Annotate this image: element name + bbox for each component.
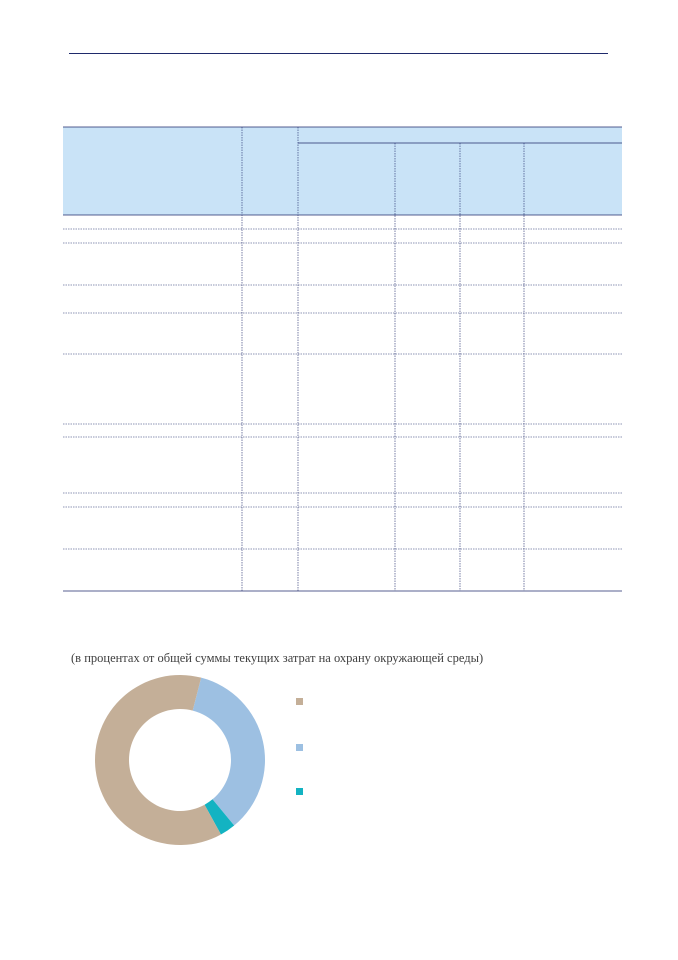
legend-swatch	[296, 788, 303, 795]
donut-slice	[193, 678, 265, 826]
legend-item	[296, 696, 596, 708]
donut-chart	[90, 670, 270, 850]
legend-swatch	[296, 744, 303, 751]
legend-item	[296, 742, 596, 754]
legend-item	[296, 786, 596, 798]
table-header-fill	[63, 127, 622, 215]
table-header	[63, 127, 622, 215]
legend-swatch	[296, 698, 303, 705]
chart-caption: (в процентах от общей суммы текущих затрат на охрану окружающей среды)	[71, 651, 484, 665]
